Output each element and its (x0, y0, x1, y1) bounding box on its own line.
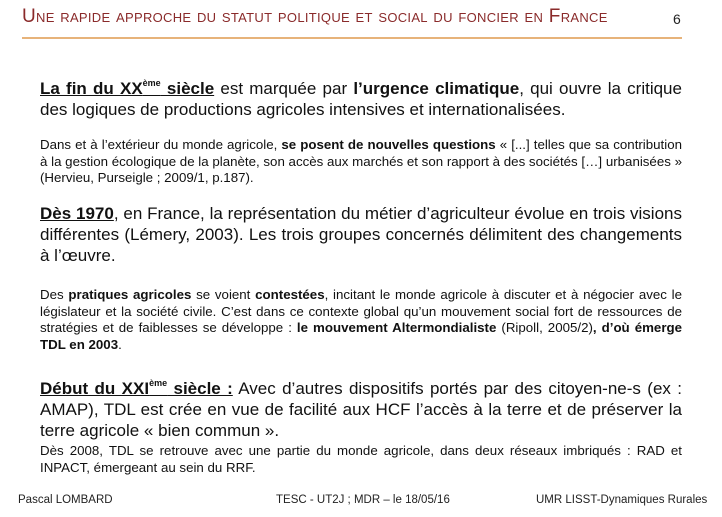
section-heading-21st: Début du XXIème siècle : (40, 378, 233, 398)
paragraph-new-questions: Dans et à l’extérieur du monde agricole, se posent de nouvelles questions « [...] telles que sa contribution à la gestion écologique de la planète, son accès aux marchés et son rapport à des sociétés […] urbanisées » (Hervieu, Purseigle ; 2009/1, p.187). (40, 137, 682, 185)
page-number: 6 (673, 11, 681, 27)
section-heading-20th: La fin du XXème siècle (40, 78, 215, 98)
footer-author: Pascal LOMBARD (18, 494, 113, 506)
section-text: , qui ouvre la critique des logiques de productions agricoles intensives et internationalisées. (40, 79, 682, 119)
section-heading-1970: Dès 1970 (40, 204, 114, 223)
section-text: est marquée par (214, 79, 354, 98)
emphasis-contested: contestées (255, 287, 325, 302)
emphasis-agricultural-practices: pratiques agricoles (68, 287, 192, 302)
paragraph-networks: Dès 2008, TDL se retrouve avec une partie du monde agricole, dans deux réseaux imbriqués : RAD et INPACT, émergeant au sein du RRF. (40, 443, 682, 475)
section-text: , en France, la représentation du métier d’agriculteur évolue en trois visions différentes (Lémery, 2003). Les trois groupes concernés délimitent des changements à l’œuvre. (40, 204, 682, 265)
section-early-21st-century (40, 378, 682, 441)
slide-title: Une rapide approche du statut politique et social du foncier en France (22, 6, 608, 27)
footer-event: TESC - UT2J ; MDR – le 18/05/16 (276, 494, 450, 506)
section-late-20th-century (40, 78, 682, 120)
section-since-1970 (40, 203, 682, 266)
emphasis-altermondialiste: le mouvement Altermondialiste (296, 320, 497, 335)
emphasis-climate-urgency: l’urgence climatique (353, 79, 520, 98)
paragraph-contested-practices: Des pratiques agricoles se voient contestées, incitant le monde agricole à discuter et à négocier avec le législateur et la société civile. C’est dans ce contexte global qu’un mouvement social fort de ressources de stratégies et de faiblesses se développe : le mouvement Altermondialiste (Ripoll, 2005/2), d’où émerge TDL en 2003. (40, 287, 683, 352)
footer-affiliation: UMR LISST-Dynamiques Rurales (536, 494, 708, 506)
emphasis-new-questions: se posent de nouvelles questions (281, 137, 496, 152)
emphasis-tdl-2003: , d’où émerge TDL en 2003 (40, 320, 683, 352)
section-text: Avec d’autres dispositifs portés par des citoyen-ne-s (ex : AMAP), TDL est crée en vue de facilité aux HCF l’accès à la terre et de préserver la terre agricole « bien commun ». (40, 379, 683, 440)
title-divider (22, 37, 682, 39)
